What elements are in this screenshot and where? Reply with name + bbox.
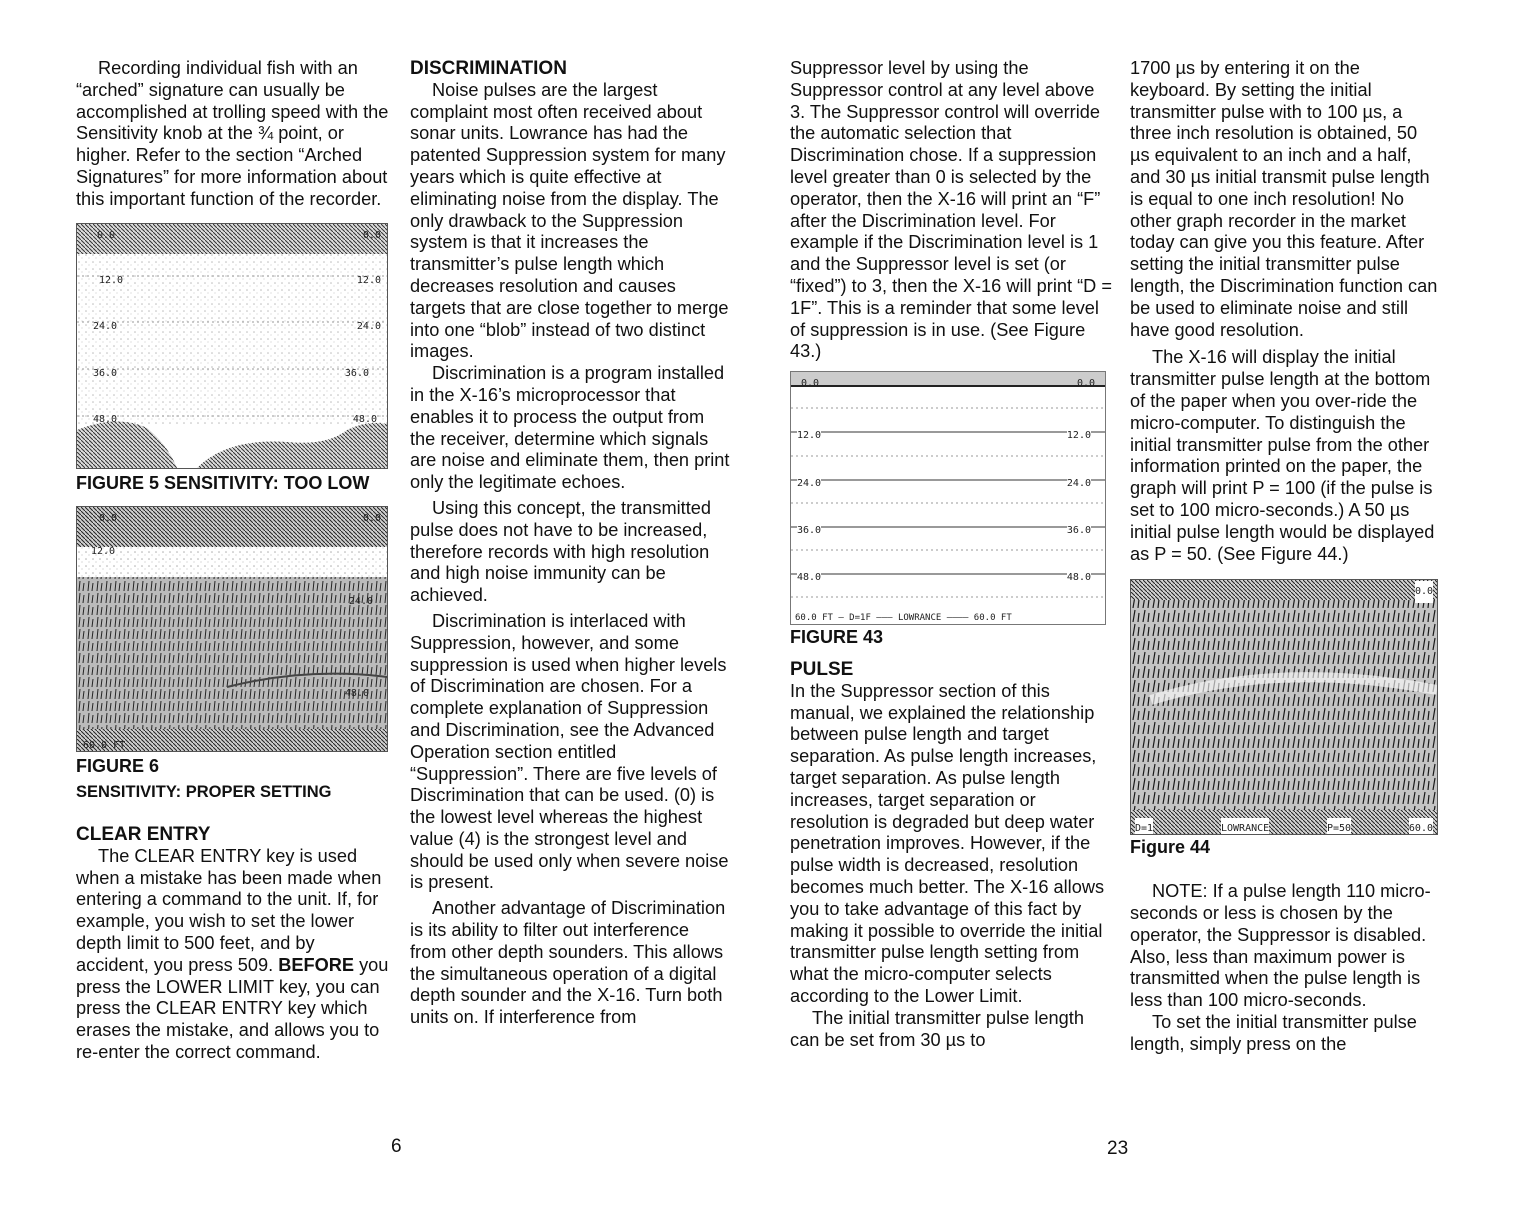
discrimination-paragraph-4: Discrimination is interlaced with Suppression, however, and some suppression is used when higher levels of Discrimination are chosen. For a complete explanation of Suppression and Discrimination, see the Advanced Operation section entitled “Suppression”. There are five levels of Discrimination that can be used. (0) is the lowest level whereas the highest value (4) is the strongest level and should be used only when severe noise is present. [410,610,729,893]
surface-band [791,372,1105,386]
discrimination-paragraph-3: Using this concept, the transmitted pulse does not have to be increased, therefore records with high resolution and high noise immunity can be achieved. [410,497,712,606]
page-number-right: 23 [1107,1138,1129,1159]
figure-44-chart [1131,580,1437,834]
depth-label: 0.0 [362,513,381,525]
depth-label: 36.0 [1067,520,1091,542]
figure-44-image [1130,579,1438,835]
depth-label: 0.0 [1076,378,1095,390]
depth-label: 12.0 [356,274,381,286]
discrimination-paragraph-1: Noise pulses are the largest complaint most often received about sonar units. Lowrance has had the patented Suppression system for many years which is quite effective at eliminating noise from the display. The only drawback to the Suppression system is that it increases the transmitter’s pulse length which decreases resolution and causes targets that are close together to merge into one “blob” instead of two distinct images. [410,79,729,362]
discrimination-paragraph-2: Discrimination is a program installed in the X-16’s microprocessor that enables it to process the output from the receiver, determine which signals are noise and eliminate them, then print only the legitimate echoes. [410,363,730,493]
depth-label: 0.0 [801,378,820,390]
suppressor-paragraph: Suppressor level by using the Suppressor control at any level above 3. The Suppressor control will override the automatic selection that Discrimination chose. If a suppression level greater than 0 is selected by the operator, then the X-16 will print an “F” after the Discrimination level. For example if the Discrimination level is 1 and the Suppressor level is set (or “fixed”) to 3, then the X-16 will print “D = 1F”. This is a reminder that some level of suppression is in use. (See Figure 43.) [790,58,1112,362]
bottom-contour [77,421,177,468]
clear-entry-text-2: you press the LOWER LIMIT key, you can press the CLEAR ENTRY key which erases the mistake, and allows you to re-enter the correct command. [76,954,389,1062]
set-pulse-paragraph: To set the initial transmitter pulse length, simply press on the [1130,1011,1417,1054]
depth-label: 0.0 [99,513,118,525]
depth-label: 0.0 [97,229,116,241]
depth-label: 60.0 FT [83,740,126,752]
surface-clutter [1131,580,1437,600]
weed-growth [77,577,387,729]
depth-label: 48.0 [93,413,118,425]
depth-label: 24.0 [93,320,118,332]
depth-label: 48.0 [1067,567,1091,589]
figure-43-caption: FIGURE 43 [790,627,884,648]
depth-label: 12.0 [797,425,821,447]
weed-growth [1131,600,1437,810]
pulse-range-paragraph: 1700 µs by entering it on the keyboard. By setting the initial transmitter pulse with to 100 µs, a three inch resolution is obtained, 50 µs equivalent to an inch and a half, and 30 µs initial transmit pulse length is equal to one inch resolution! No other graph recorder in the market today can give you this feature. After setting the initial transmitter pulse length, the Discrimination function can be used to eliminate noise and still have good resolution. [1130,58,1438,340]
figure-6-title: FIGURE 6 [76,756,160,777]
depth-label: 12.0 [1067,425,1091,447]
depth-label: 12.0 [91,546,116,558]
surface-clutter [77,507,387,547]
note-paragraph: NOTE: If a pulse length 110 micro-seconds or less is chosen by the operator, the Suppressor is disabled. Also, less than maximum power is transmitted when the pulse length is less than 100 micro-seconds. [1130,881,1431,1011]
pulse-paragraph-1: In the Suppressor section of this manual, we explained the relationship between pulse length and target separation. As pulse length increases, target separation. As pulse length increases, target separation or resolution is degraded but deep water penetration improves. However, if the pulse width is decreased, resolution becomes much better. The X-16 allows you to take advantage of this fact by making it possible to override the initial transmitter pulse length setting from what the micro-computer selects according to the Lower Limit. [790,680,1105,1006]
depth-label: 24.0 [348,596,373,608]
depth-label: 36.0 [797,520,821,542]
water-column [77,254,387,424]
depth-label: 24.0 [797,473,821,495]
footer-label: LOWRANCE [1221,818,1269,835]
right-page-column-1 [790,58,1112,1051]
figure-5-image [76,223,388,469]
depth-label: 48.0 [352,413,377,425]
figure-6-subtitle: SENSITIVITY: PROPER SETTING [76,783,332,802]
discrimination-paragraph-5: Another advantage of Discrimination is its ability to filter out interference from other depth sounders. This allows the simultaneous operation of a digital depth sounder and the X-16. Turn both units on. If interference from [410,898,726,1028]
clear-entry-text-1: The CLEAR ENTRY key is used when a mistake has been made when entering a command to the unit. If, for example, you wish to set the lower depth limit to 500 feet, and by accident, you press 509. [76,845,382,975]
discrimination-heading: DISCRIMINATION [410,58,567,79]
footer-label: P=50 [1327,818,1351,835]
surface-clutter [77,224,387,254]
depth-label: 24.0 [1067,473,1091,495]
depth-label: 48.0 [797,567,821,589]
depth-label: 24.0 [356,320,381,332]
footer-label: D=1 [1135,818,1153,835]
bottom-band [1131,810,1437,834]
clear-entry-paragraph [76,846,392,1064]
pulse-heading: PULSE [790,658,854,680]
left-page-column-2 [410,58,730,1029]
clear-entry-bold-word: BEFORE [278,954,355,975]
depth-label: 36.0 [344,367,369,379]
clear-entry-heading: CLEAR ENTRY [76,823,211,845]
depth-label: 0.0 [362,229,381,241]
figure-6-chart [77,507,387,751]
right-page-column-2 [1130,58,1440,1056]
figure-5-chart [77,224,387,468]
depth-label: 36.0 [93,367,118,379]
figure-43-chart [791,372,1105,624]
figure-44-caption: Figure 44 [1130,837,1211,858]
left-page-column-1 [76,58,392,1064]
intro-paragraph: Recording individual fish with an “arched” signature can usually be accomplished at trolling speed with the Sensitivity knob at the ¾ point, or higher. Refer to the section “Arched Signatures” for more information about this important function of the recorder. [76,58,389,209]
figure-6-image [76,506,388,752]
footer-label: 60.0 [1409,818,1433,835]
water-column [77,547,387,577]
figure-5-caption: FIGURE 5 SENSITIVITY: TOO LOW [76,472,370,493]
depth-label: 48.0 [344,688,369,700]
page-number-left: 6 [391,1136,402,1157]
figure-43-image [790,371,1106,625]
chart-footer: 60.0 FT — D=1F ——— LOWRANCE ———— 60.0 FT [795,613,1012,624]
depth-label: 12.0 [99,274,124,286]
pulse-display-paragraph: The X-16 will display the initial transmitter pulse length at the bottom of the paper when you over-ride the micro-computer. To distinguish the initial transmitter pulse from the other information printed on the paper, the graph will print P = 100 (if the pulse is set to 100 micro-seconds.) A 50 µs initial pulse length would be displayed as P = 50. (See Figure 44.) [1130,347,1435,564]
pulse-paragraph-2: The initial transmitter pulse length can be set from 30 µs to [790,1007,1084,1050]
depth-label: 0.0 [1415,581,1433,603]
